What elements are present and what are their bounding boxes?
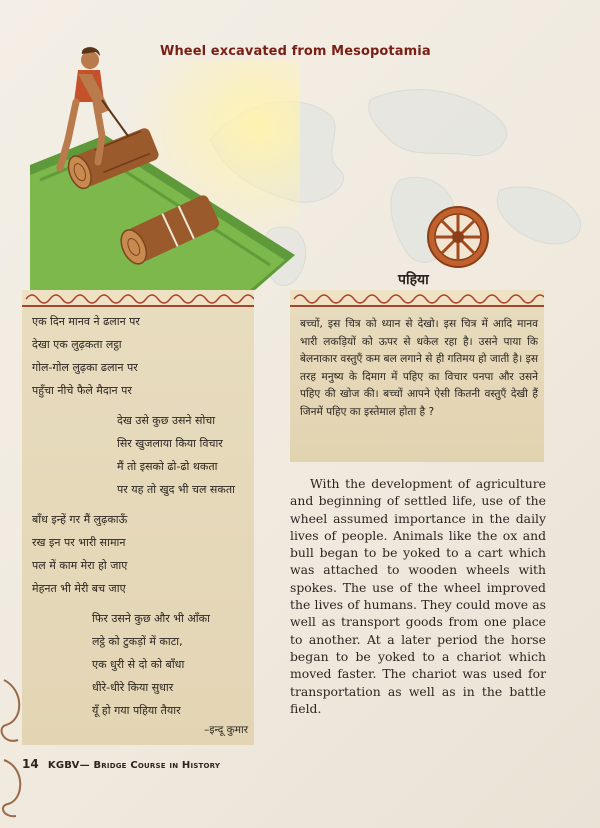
poem-author: –इन्दू कुमार xyxy=(204,724,248,736)
page-footer xyxy=(22,757,220,771)
poem-box xyxy=(22,290,254,745)
poem-line: देख उसे कुछ उसने सोचा xyxy=(117,414,216,427)
hindi-note-box xyxy=(290,290,544,462)
poem-line: बाँध इन्हें गर मैं लुढ़काऊँ xyxy=(32,513,128,526)
page-number: 14 xyxy=(22,757,39,771)
poem-line: सिर खुजलाया किया विचार xyxy=(117,437,223,450)
poem-line: धीरे-धीरे किया सुधार xyxy=(92,681,174,694)
decorative-swirl xyxy=(0,670,30,820)
english-paragraph: With the development of agriculture and beginning of settled life, use of the wheel assumed importance in the daily lives of people. Animals like the ox and bull began to be yoked to a cart which was attached to wooden wheels with spokes. The use of the wheel improved the lives of humans. They could move as well as transport goods from one place to another. At a later period the horse began to be yoked to a chariot which moved faster. The chariot was used for transportation as well as in the battle field. xyxy=(290,476,546,716)
wheel-label: पहिया xyxy=(398,272,429,288)
footer-title: KGBV— Bridge Course in History xyxy=(47,760,221,771)
wooden-wheel-image xyxy=(426,205,490,269)
poem-line: गोल-गोल लुढ़का ढलान पर xyxy=(32,361,138,374)
poem-line: लट्ठे को टुकड़ों में काटा, xyxy=(92,635,183,648)
poem-line: एक दिन मानव ने ढलान पर xyxy=(32,315,140,328)
poem-line: पर यह तो खुद भी चल सकता xyxy=(117,483,235,496)
poem-line: यूँ हो गया पहिया तैयार xyxy=(92,704,181,717)
poem-line: एक धुरी से दो को बाँधा xyxy=(92,658,185,671)
hindi-note-text: बच्चों, इस चित्र को ध्यान से देखो। इस चित्र में आदि मानव भारी लकड़ियों को ऊपर से धकेल रहा है। उसने पाया कि बेलनाकार वस्तुएँ कम बल लगाने से ही गतिमय हो जाती है। इस तरह मनुष्य के दिमाग में पहिए का विचार पनपा और उसने पहिए की खोज की। बच्चों आपने ऐसी कितनी वस्तुएँ देखी हैं जिनमें पहिए का इस्तेमाल होता है ? xyxy=(300,318,539,418)
figure-caption: Wheel excavated from Mesopotamia xyxy=(160,44,431,59)
man-rolling-logs-illustration xyxy=(30,40,300,290)
poem-line: मैं तो इसको ढो-ढो थकता xyxy=(117,460,218,473)
decorative-border-top xyxy=(22,290,254,308)
poem-line: फिर उसने कुछ और भी आँका xyxy=(92,612,210,625)
decorative-border-top xyxy=(290,290,544,308)
poem-line: मेहनत भी मेरी बच जाए xyxy=(32,582,126,595)
poem-line: रख इन पर भारी सामान xyxy=(32,536,126,549)
poem-line: देखा एक लुढ़कता लट्ठा xyxy=(32,338,122,351)
poem-line: पहुँचा नीचे फैले मैदान पर xyxy=(32,384,132,397)
poem-line: पल में काम मेरा हो जाए xyxy=(32,559,128,572)
